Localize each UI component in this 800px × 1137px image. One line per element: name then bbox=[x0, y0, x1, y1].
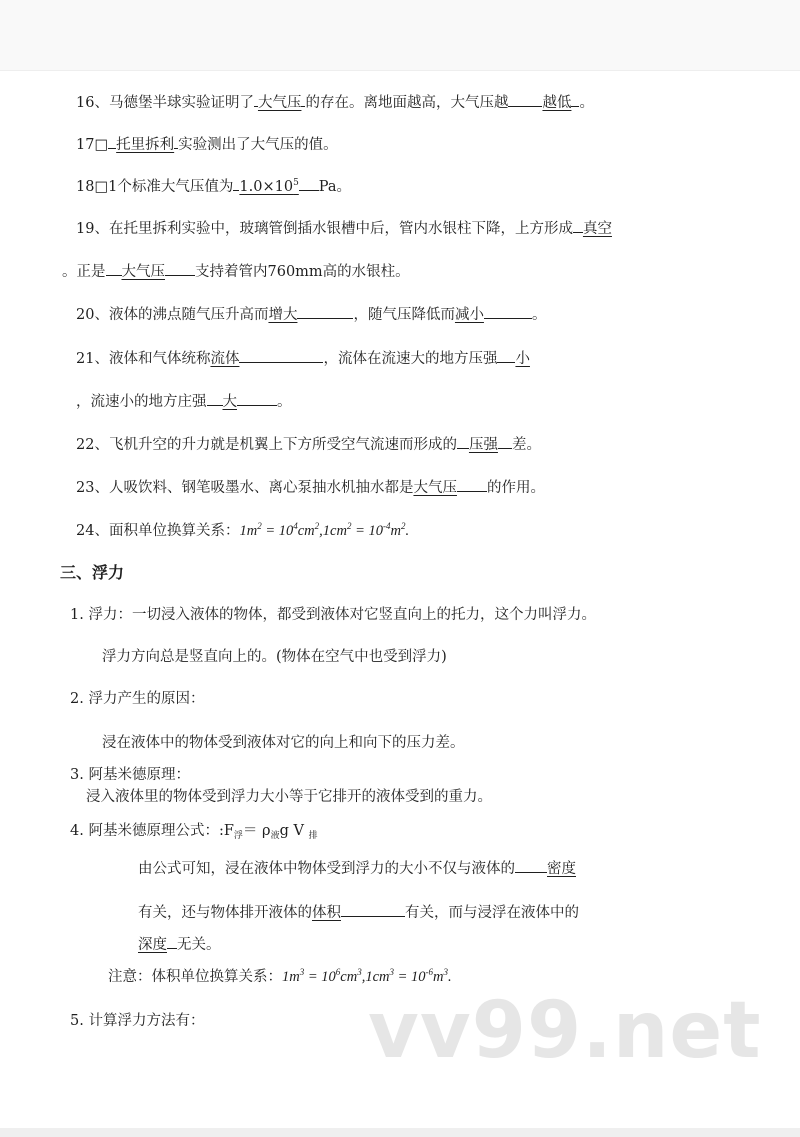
q21-text-c: ，流体在流速大的地方压强 bbox=[323, 351, 498, 367]
q17-text-c: 实验测出了大气压的值。 bbox=[178, 137, 338, 153]
point-3-text: 浸入液体里的物体受到浮力大小等于它排开的液体受到的重力。 bbox=[86, 789, 492, 805]
q16-text-c: 的存在。离地面越高，大气压越 bbox=[305, 95, 509, 111]
watermark-text: vv99.net bbox=[368, 986, 762, 1076]
point-2 bbox=[70, 688, 204, 710]
point-4: 4. 阿基米德原理公式：$:F_浮= \rho_液g$ V $_排$ bbox=[70, 823, 318, 841]
point-1-text: 浮力：一切浸入液体的物体，都受到液体对它竖直向上的托力，这个力叫浮力。 bbox=[88, 607, 596, 623]
q21-answer-2: 小 bbox=[515, 351, 530, 367]
point-2-title: 浮力产生的原因： bbox=[88, 691, 205, 707]
q22-text-c: 差。 bbox=[511, 437, 541, 453]
q16-text-a: 16、马德堡半球实验证明了 bbox=[76, 95, 254, 111]
point-4-answer-1: 密度 bbox=[547, 861, 576, 877]
q19-answer-2: 大气压 bbox=[121, 264, 165, 280]
volume-note bbox=[108, 966, 452, 988]
q22-answer-1: 压强 bbox=[468, 437, 498, 453]
point-3 bbox=[70, 764, 190, 786]
q21-text-d: ，流速小的地方庄强 bbox=[76, 394, 207, 410]
q20-answer-2: 减小 bbox=[454, 307, 484, 323]
point-4-answer-2: 体积 bbox=[312, 905, 341, 921]
q19-text-d: 支持着管内760mm高的水银柱。 bbox=[195, 264, 410, 280]
point-2-text: 浸在液体中的物体受到液体对它的向上和向下的压力差。 bbox=[102, 735, 465, 751]
q17-text-a: 17□ bbox=[76, 137, 109, 153]
point-4-line-b bbox=[138, 902, 579, 924]
question-22 bbox=[76, 434, 541, 456]
q18-value: $1.0\times 10^5$ bbox=[239, 178, 299, 195]
point-4-text-b: 有关，还与物体排开液体的 bbox=[138, 905, 312, 921]
q20-text-d: 。 bbox=[531, 307, 547, 323]
point-4-line-c bbox=[138, 934, 221, 956]
q17-answer-1: 托里拆利 bbox=[116, 137, 175, 153]
q20-text-a: 20、液体的沸点随气压升高而 bbox=[76, 307, 269, 323]
q20-answer-1: 增大 bbox=[268, 307, 298, 323]
page-top-divider bbox=[0, 70, 800, 71]
point-3-number: 3. bbox=[70, 767, 84, 783]
section-3-heading: 三、浮力 bbox=[60, 563, 125, 582]
point-4-answer-3: 深度 bbox=[138, 937, 167, 953]
question-23 bbox=[76, 477, 545, 499]
point-4-line-a bbox=[138, 858, 576, 880]
question-20 bbox=[76, 304, 546, 326]
q21-text-a: 21、液体和气体统称 bbox=[76, 351, 211, 367]
point-1-number: 1. bbox=[70, 607, 84, 623]
q21-text-e: 。 bbox=[277, 394, 292, 410]
q16-answer-2: 越低 bbox=[542, 95, 572, 111]
q16-answer-1: 大气压 bbox=[257, 95, 302, 111]
point-3-title: 阿基米德原理： bbox=[88, 767, 190, 783]
q19-text-a: 19、在托里拆利实验中，玻璃管倒插水银槽中后，管内水银柱下降，上方形成 bbox=[76, 221, 573, 237]
point-4-text-d: 无关。 bbox=[177, 937, 221, 953]
point-1 bbox=[70, 604, 596, 626]
q18-unit: Pa。 bbox=[318, 179, 352, 195]
q21-answer-3: 大 bbox=[222, 394, 237, 410]
question-18 bbox=[76, 176, 351, 198]
question-19-line-2 bbox=[62, 261, 410, 283]
question-17 bbox=[76, 134, 338, 156]
point-4-text-c: 有关，而与浸浮在液体中的 bbox=[405, 905, 579, 921]
q24-text-a: 24、面积单位换算关系： bbox=[76, 523, 240, 539]
page-bottom-band bbox=[0, 1128, 800, 1137]
q19-text-c: 。正是 bbox=[62, 264, 106, 280]
question-19-line-1 bbox=[76, 218, 612, 240]
point-2-number: 2. bbox=[70, 691, 84, 707]
point-4-title: 阿基米德原理公式：:F bbox=[88, 823, 234, 839]
point-4-number: 4. bbox=[70, 823, 84, 839]
q21-answer-1: 流体 bbox=[210, 351, 240, 367]
volume-formula: $1m^3 = 10^6cm^3,1cm^3 = 10^{-6}m^3$. bbox=[282, 967, 452, 985]
point-1-detail: 浮力方向总是竖直向上的。(物体在空气中也受到浮力) bbox=[102, 649, 447, 665]
point-5 bbox=[70, 1010, 204, 1032]
q19-answer-1: 真空 bbox=[582, 221, 612, 237]
q20-text-c: ，随气压降低而 bbox=[353, 307, 455, 323]
question-21-line-2 bbox=[76, 391, 292, 413]
point-4-text-a: 由公式可知，浸在液体中物体受到浮力的大小不仅与液体的 bbox=[138, 861, 515, 877]
question-24 bbox=[76, 520, 409, 542]
q16-text-d: 。 bbox=[579, 95, 594, 111]
point-5-title: 计算浮力方法有： bbox=[88, 1013, 205, 1029]
q23-text-c: 的作用。 bbox=[486, 480, 545, 496]
question-21-line-1 bbox=[76, 348, 530, 370]
volume-note-label: 注意：体积单位换算关系： bbox=[108, 969, 282, 985]
point-5-number: 5. bbox=[70, 1013, 84, 1029]
q18-text-a: 18□1个标准大气压值为 bbox=[76, 179, 234, 195]
question-16 bbox=[76, 92, 594, 114]
q22-text-a: 22、飞机升空的升力就是机翼上下方所受空气流速而形成的 bbox=[76, 437, 457, 453]
q23-text-a: 23、人吸饮料、钢笔吸墨水、离心泵抽水机抽水都是 bbox=[76, 480, 414, 496]
q23-answer-1: 大气压 bbox=[413, 480, 457, 496]
page-top-band bbox=[0, 0, 800, 70]
q24-formula: $1m^2 = 10^4cm^2,1cm^2 = 10^{-4}m^2$. bbox=[239, 521, 410, 539]
